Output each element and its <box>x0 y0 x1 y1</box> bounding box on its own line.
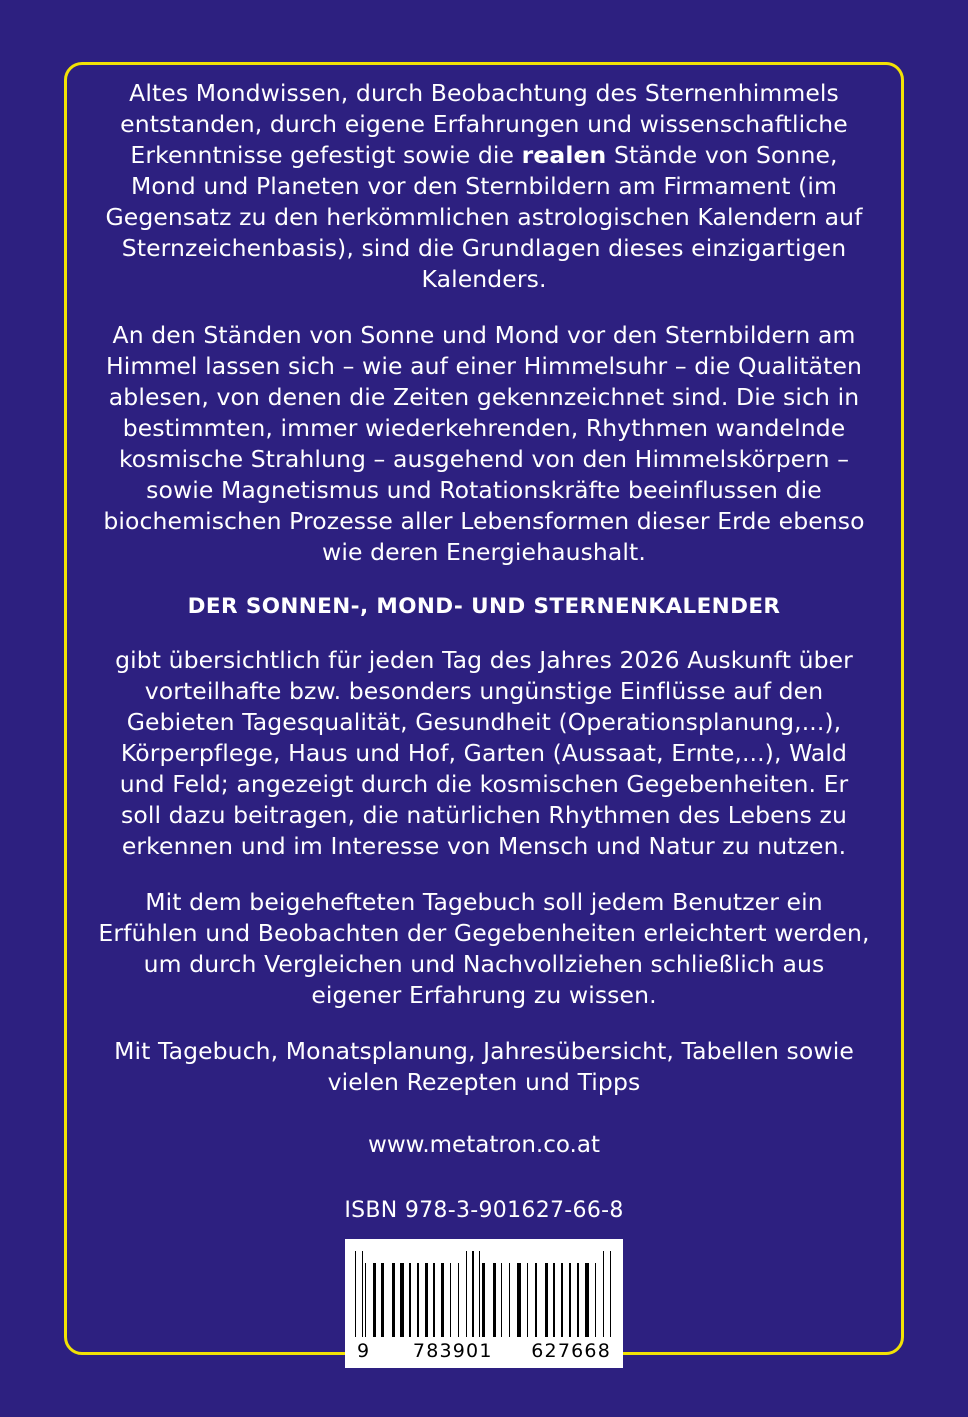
barcode <box>345 1239 623 1368</box>
paragraph-intro-bold: realen <box>521 141 607 170</box>
paragraph-intro-part2: Stände von Sonne, Mond und Planeten vor den Sternbildern am Firmament (im Gegensatz zu den herkömmlichen astrologischen Kalendern auf Sternzeichenbasis), sind die Grundlagen dieses einzigartigen Kalenders. <box>105 141 863 294</box>
paragraph-intro-part1: Altes Mondwissen, durch Beobachtung des Sternenhimmels entstanden, durch eigene Erfahrungen und wissenschaftliche Erkenntnisse gefestigt sowie die <box>120 79 848 170</box>
paragraph-features: Mit Tagebuch, Monatsplanung, Jahresübersicht, Tabellen sowie vielen Rezepten und Tipps <box>114 1037 854 1097</box>
paragraph-staende: An den Ständen von Sonne und Mond vor den Sternbildern am Himmel lassen sich – wie auf einer Himmelsuhr – die Qualitäten ablesen, von denen die Zeiten gekennzeichnet sind. Die sich in bestimmten, immer wiederkehrenden, Rhythmen wandelnde kosmische Strahlung – ausgehend von den Himmelskörpern – sowie Magnetismus und Rotationskräfte beeinflussen die biochemischen Prozesse aller Lebensformen dieser Erde ebenso wie deren Energiehaushalt. <box>103 321 865 567</box>
isbn-text: ISBN 978-3-901627-66-8 <box>344 1198 624 1224</box>
paragraph-intro <box>96 78 872 295</box>
paragraph-tagebuch: Mit dem beigehefteten Tagebuch soll jedem Benutzer ein Erfühlen und Beobachten der Gegebenheiten erleichtert werden, um durch Vergleichen und Nachvollziehen schließlich aus eigener Erfahrung zu wissen. <box>98 888 870 1010</box>
barcode-group-1: 783901 <box>412 1340 493 1363</box>
section-heading: DER SONNEN-, MOND- UND STERNENKALENDER <box>187 594 781 620</box>
barcode-bars <box>355 1251 613 1337</box>
back-cover-content <box>96 78 872 1368</box>
barcode-group-2: 627668 <box>531 1340 611 1363</box>
website-link[interactable]: www.metatron.co.at <box>368 1132 600 1159</box>
paragraph-auskunft: gibt übersichtlich für jeden Tag des Jahres 2026 Auskunft über vorteilhafte bzw. besonders ungünstige Einflüsse auf den Gebieten Tagesqualität, Gesundheit (Operationsplanung,...), Körperpflege, Haus und Hof, Garten (Aussaat, Ernte,...), Wald und Feld; angezeigt durch die kosmischen Gegebenheiten. Er soll dazu beitragen, die natürlichen Rhythmen des Lebens zu erkennen und im Interesse von Mensch und Natur zu nutzen. <box>115 646 853 861</box>
barcode-left-digit: 9 <box>357 1340 371 1363</box>
barcode-digits <box>355 1337 613 1362</box>
